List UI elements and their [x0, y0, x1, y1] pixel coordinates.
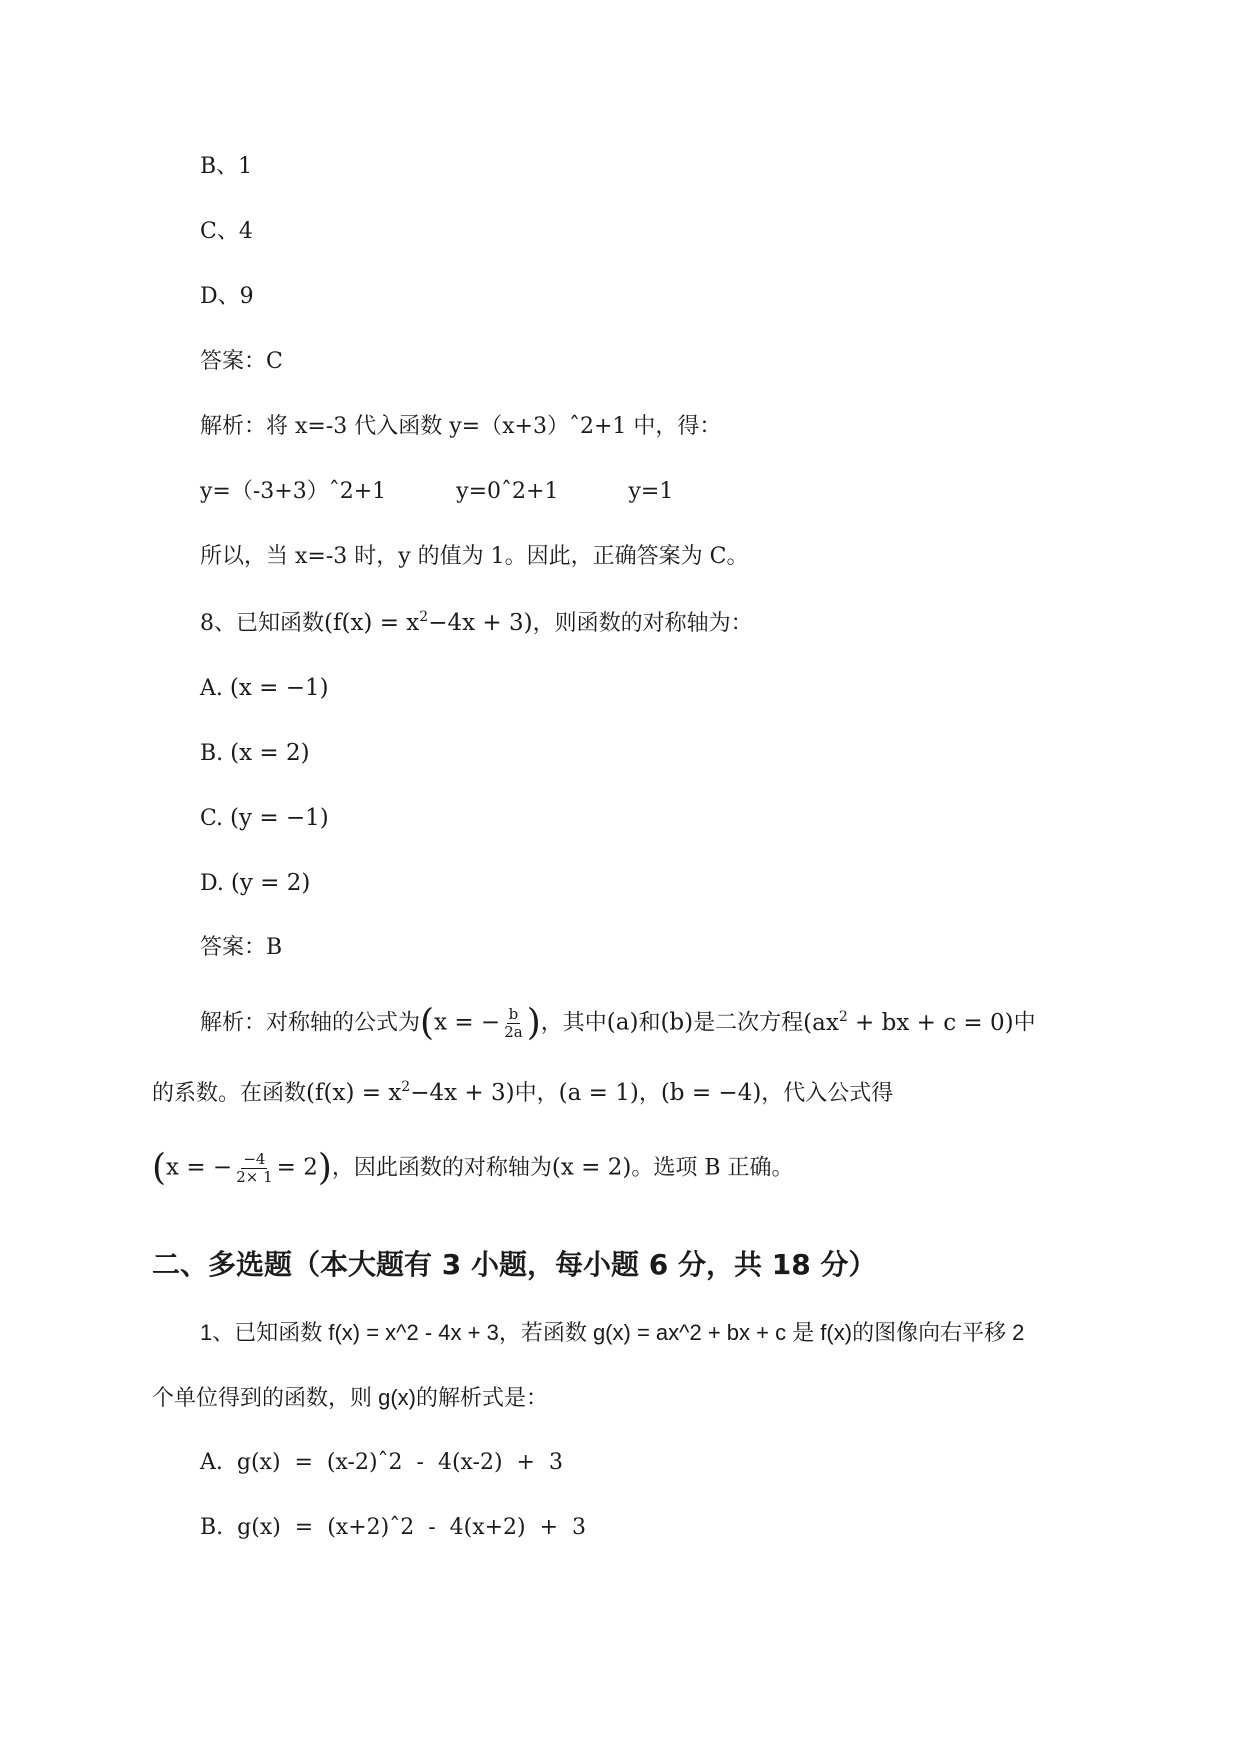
mq1-stem-line1: 1、已知函数 f(x) = x^2 - 4x + 3，若函数 g(x) = ax^2 + bx + c 是 f(x)的图像向右平移 2	[200, 1320, 1025, 1345]
mq1-stem-line2: 个单位得到的函数，则 g(x)的解析式是：	[152, 1385, 549, 1410]
q8-option-d: D. (y = 2)	[200, 870, 311, 896]
q7-step1: y=（-3+3）ˆ2+1	[200, 479, 387, 504]
fraction-b-over-2a: $\frac{b}{2a}$	[504, 1005, 523, 1041]
q7-steps	[200, 477, 673, 507]
q8-stem-prefix: 8、已知函数	[200, 611, 324, 636]
q7-step2: y=0ˆ2+1	[456, 479, 559, 504]
mq1-option-b: B. g(x) = (x+2)ˆ2 - 4(x+2) + 3	[200, 1515, 587, 1540]
q7-step3: y=1	[628, 479, 674, 504]
q7-option-b: B、1	[200, 154, 253, 179]
q8-option-b: B. (x = 2)	[200, 740, 310, 766]
q7-option-c: C、4	[200, 219, 253, 244]
section-heading: 二、多选题（本大题有 3 小题，每小题 6 分，共 18 分）	[152, 1248, 877, 1281]
q8-option-a: A. (x = −1)	[200, 675, 329, 701]
q8-stem-func: $(f(x) = x^2-4x + 3)$	[324, 609, 533, 636]
q8-stem-suffix: ，则函数的对称轴为：	[532, 611, 753, 636]
q8-explain-line2: 的系数。在函数$(f(x) = x^2-4x + 3)$中，(a = 1)，(b = −4)，代入公式得	[152, 1079, 894, 1106]
mq1-option-a: A. g(x) = (x-2)ˆ2 - 4(x-2) + 3	[200, 1450, 563, 1475]
q7-explain-intro: 解析：将 x=-3 代入函数 y=（x+3）ˆ2+1 中，得：	[200, 414, 722, 439]
q8-answer: 答案：B	[200, 935, 283, 960]
q8-stem	[200, 608, 753, 639]
fraction-minus4-over-2x1: $\frac{-4}{2\times 1}$	[236, 1150, 273, 1186]
q7-answer: 答案：C	[200, 349, 283, 374]
q8-explain-line1: 解析：对称轴的公式为(x = − $\frac{b}{2a}$ )，其中(a)和(b)是二次方程($ax^2$ + bx + c = 0)中	[200, 1002, 1036, 1044]
q7-conclusion: 所以，当 x=-3 时，y 的值为 1。因此，正确答案为 C。	[200, 544, 749, 569]
q8-option-c: C. (y = −1)	[200, 805, 329, 831]
q8-explain-line3: (x = − $\frac{-4}{2\times 1}$ = 2)，因此函数的对称轴为(x = 2)。选项 B 正确。	[152, 1147, 794, 1189]
q7-option-d: D、9	[200, 284, 254, 309]
